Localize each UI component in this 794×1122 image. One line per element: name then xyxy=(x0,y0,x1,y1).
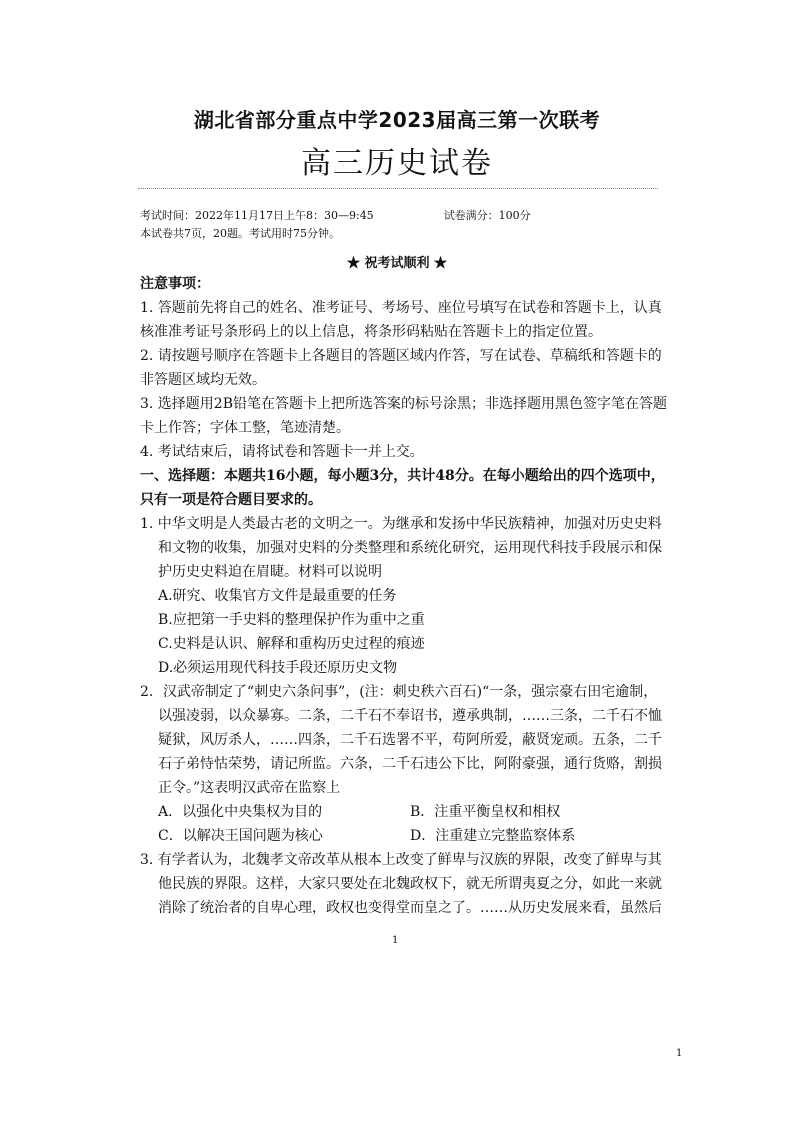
section-heading-cont: 只有一项是符合题目要求的。 xyxy=(140,492,322,508)
question-1-option-b: B.应把第一手史料的整理保护作为重中之重 xyxy=(158,612,425,628)
question-2-stem: 正令。”这表明汉武帝在监察上 xyxy=(158,780,341,796)
exam-time: 考试时间：2022年11月17日上午8：30—9:45 xyxy=(140,209,374,222)
question-2-option-d: D．注重建立完整监察体系 xyxy=(410,828,576,844)
question-1-option-a: A.研究、收集官方文件是最重要的任务 xyxy=(158,588,397,604)
exam-meta-line1 xyxy=(140,208,531,224)
question-1-stem: 护历史史料迫在眉睫。材料可以说明 xyxy=(158,564,382,580)
question-1-stem: 1. 中华文明是人类最古老的文明之一。为继承和发扬中华民族精神，加强对历史史料 xyxy=(140,516,662,532)
question-3-stem: 他民族的界限。这样，大家只要处在北魏政权下，就无所谓夷夏之分，如此一来就 xyxy=(158,876,662,892)
question-3-stem: 3. 有学者认为，北魏孝文帝改革从根本上改变了鲜卑与汉族的界限，改变了鲜卑与其 xyxy=(140,852,662,868)
paper-info: 本试卷共7页，20题。考试用时75分钟。 xyxy=(140,227,340,240)
notice-line: 4. 考试结束后，请将试卷和答题卡一并上交。 xyxy=(140,444,424,460)
notice-line: 核准准考证号条形码上的以上信息，将条形码粘贴在答题卡上的指定位置。 xyxy=(140,324,602,340)
question-1-option-c: C.史料是认识、解释和重构历史过程的痕迹 xyxy=(158,636,425,652)
question-2-option-b: B．注重平衡皇权和相权 xyxy=(410,804,561,820)
exam-subtitle: 高三历史试卷 xyxy=(301,146,493,181)
corner-page-number: 1 xyxy=(676,1048,683,1059)
divider xyxy=(138,188,658,189)
section-heading: 一、选择题：本题共16小题，每小题3分，共计48分。在每小题给出的四个选项中， xyxy=(140,468,665,484)
question-2-stem: 2．汉武帝制定了“刺史六条问事”，(注：刺史秩六百石)“一条，强宗豪右田宅逾制， xyxy=(140,684,658,700)
notice-heading: 注意事项： xyxy=(140,276,210,292)
question-1-option-d: D.必须运用现代科技手段还原历史文物 xyxy=(158,660,398,676)
question-2-stem: 石子弟恃怙荣势，请记所监。六条，二千石违公下比，阿附豪强，通行货赂，割损 xyxy=(158,756,662,772)
notice-line: 卡上作答；字体工整，笔迹清楚。 xyxy=(140,420,350,436)
notice-line: 2. 请按题号顺序在答题卡上各题目的答题区域内作答，写在试卷、草稿纸和答题卡的 xyxy=(140,348,662,364)
question-2-stem: 以强凌弱，以众暴寡。二条，二千石不奉诏书，遵承典制，……三条，二千石不恤 xyxy=(158,708,662,724)
page-number: 1 xyxy=(392,935,399,946)
question-3-stem: 消除了统治者的自卑心理，政权也变得堂而皇之了。……从历史发展来看，虽然后 xyxy=(158,900,662,916)
notice-line: 1. 答题前先将自己的姓名、准考证号、考场号、座位号填写在试卷和答题卡上，认真 xyxy=(140,300,662,316)
full-score: 试卷满分：100分 xyxy=(443,209,531,222)
good-luck-wish: ★ 祝考试顺利 ★ xyxy=(346,256,448,271)
question-2-option-c: C．以解决王国问题为核心 xyxy=(158,828,323,844)
notice-line: 非答题区域均无效。 xyxy=(140,372,266,388)
notice-line: 3. 选择题用2B铅笔在答题卡上把所选答案的标号涂黑；非选择题用黑色签字笔在答题 xyxy=(140,396,668,412)
question-1-stem: 和文物的收集，加强对史料的分类整理和系统化研究，运用现代科技手段展示和保 xyxy=(158,540,662,556)
question-2-option-a: A．以强化中央集权为目的 xyxy=(158,804,323,820)
exam-title: 湖北省部分重点中学2023届高三第一次联考 xyxy=(193,108,601,132)
question-2-stem: 疑狱，风厉杀人，……四条，二千石选署不平，苟阿所爱，蔽贤宠顽。五条，二千 xyxy=(158,732,662,748)
